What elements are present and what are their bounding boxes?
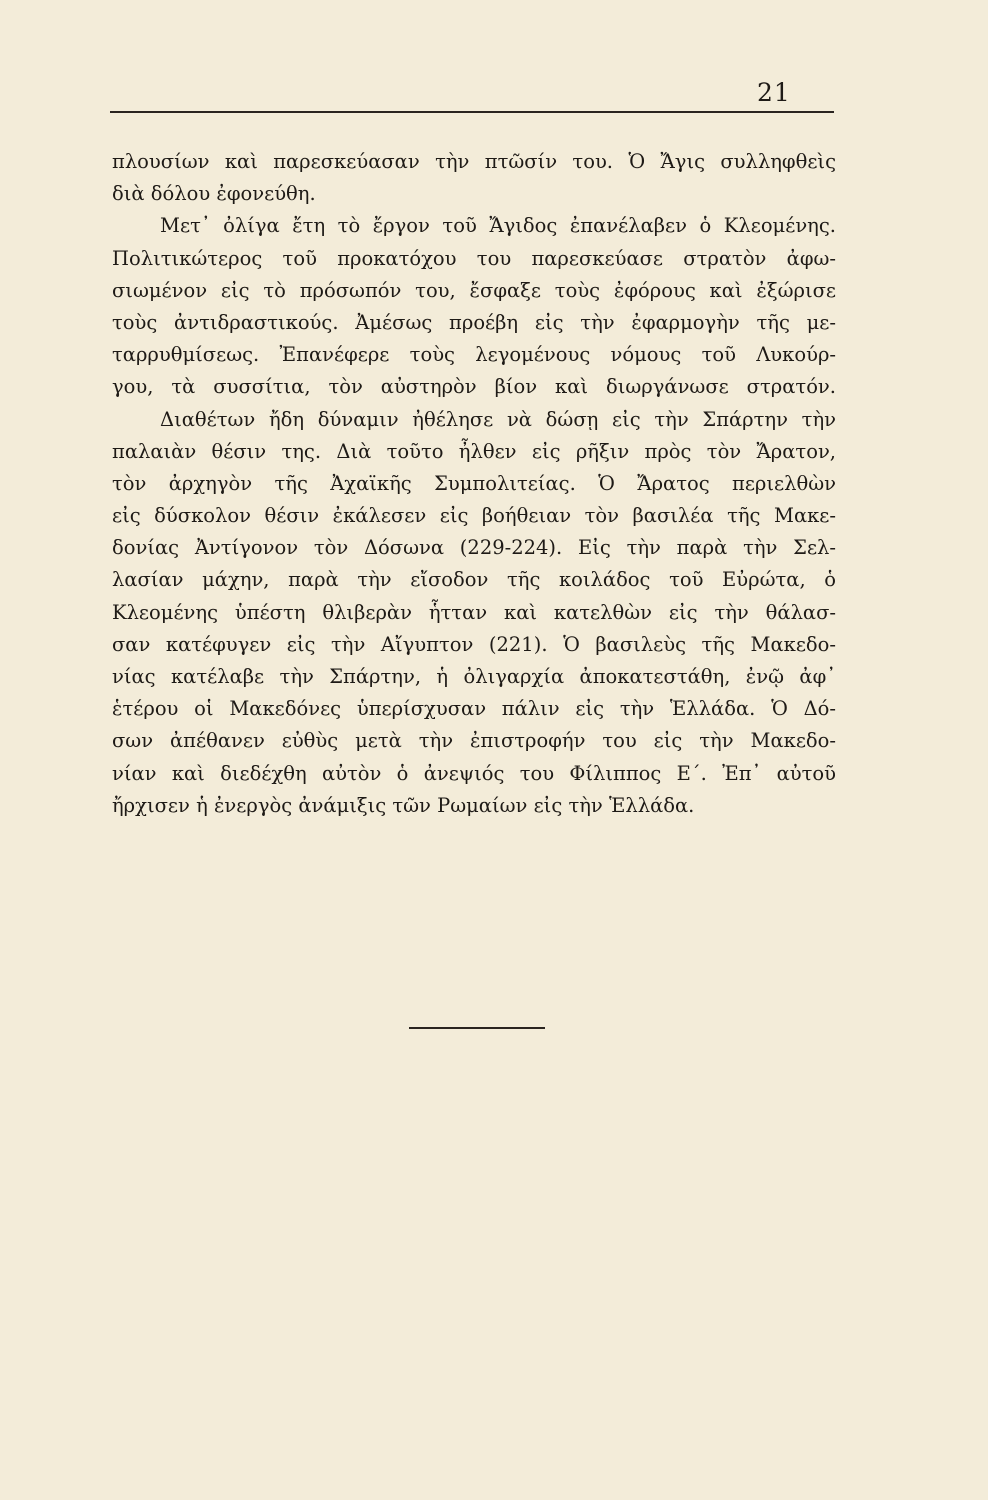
text-line: παλαιὰν θέσιν της. Διὰ τοῦτο ἦλθεν εἰς ρῆξιν πρὸς τὸν Ἄρατον, <box>112 439 836 463</box>
text-line: Κλεομένης ὑπέστη θλιβερὰν ἧτταν καὶ κατελθὼν εἰς τὴν θάλασ- <box>112 600 836 624</box>
text-line: σαν κατέφυγεν εἰς τὴν Αἴγυπτον (221). Ὁ βασιλεὺς τῆς Μακεδο- <box>112 632 836 656</box>
text-line: γου, τὰ συσσίτια, τὸν αὐστηρὸν βίον καὶ διωργάνωσε στρατόν. <box>112 375 836 399</box>
text-line: σιωμένον εἰς τὸ πρόσωπόν του, ἔσφαξε τοὺς ἐφόρους καὶ ἐξώρισε <box>112 278 836 302</box>
text-line: ἤρχισεν ἡ ἐνεργὸς ἀνάμιξις τῶν Ρωμαίων εἰς τὴν Ἑλλάδα. <box>112 793 695 817</box>
end-rule <box>409 1027 545 1029</box>
text-line: λασίαν μάχην, παρὰ τὴν εἴσοδον τῆς κοιλάδος τοῦ Εὐρώτα, ὁ <box>112 568 836 592</box>
body-text <box>112 146 836 822</box>
text-line: τὸν ἀρχηγὸν τῆς Ἀχαϊκῆς Συμπολιτείας. Ὁ Ἄρατος περιελθὼν <box>112 471 836 495</box>
text-line: νίαν καὶ διεδέχθη αὐτὸν ὁ ἀνεψιός του Φίλιππος Ε΄. Ἐπ᾽ αὐτοῦ <box>112 761 836 785</box>
text-line: Πολιτικώτερος τοῦ προκατόχου του παρεσκεύασε στρατὸν ἀφω- <box>112 246 836 270</box>
text-line: διὰ δόλου ἐφονεύθη. <box>112 182 316 206</box>
page-number: 21 <box>757 78 791 107</box>
header-rule <box>110 111 834 113</box>
text-line: Μετ᾽ ὀλίγα ἔτη τὸ ἔργον τοῦ Ἄγιδος ἐπανέλαβεν ὁ Κλεομένης. <box>160 214 836 238</box>
text-line: ἑτέρου οἱ Μακεδόνες ὑπερίσχυσαν πάλιν εἰς τὴν Ἑλλάδα. Ὁ Δό- <box>112 697 836 721</box>
text-line: πλουσίων καὶ παρεσκεύασαν τὴν πτῶσίν του. Ὁ Ἄγις συλληφθεὶς <box>112 150 836 173</box>
text-line: τοὺς ἀντιδραστικούς. Ἀμέσως προέβη εἰς τὴν ἐφαρμογὴν τῆς με- <box>112 310 836 334</box>
text-line: νίας κατέλαβε τὴν Σπάρτην, ἡ ὀλιγαρχία ἀποκατεστάθη, ἐνῷ ἀφ᾽ <box>112 665 836 688</box>
text-line: εἰς δύσκολον θέσιν ἐκάλεσεν εἰς βοήθειαν τὸν βασιλέα τῆς Μακε- <box>112 504 836 528</box>
text-line: Διαθέτων ἤδη δύναμιν ἠθέλησε νὰ δώσῃ εἰς τὴν Σπάρτην τὴν <box>160 407 836 431</box>
text-line: δονίας Ἀντίγονον τὸν Δόσωνα (229-224). Εἰς τὴν παρὰ τὴν Σελ- <box>112 536 836 560</box>
text-line: σων ἀπέθανεν εὐθὺς μετὰ τὴν ἐπιστροφήν του εἰς τὴν Μακεδο- <box>112 729 836 753</box>
text-line: ταρρυθμίσεως. Ἐπανέφερε τοὺς λεγομένους νόμους τοῦ Λυκούρ- <box>112 343 836 367</box>
